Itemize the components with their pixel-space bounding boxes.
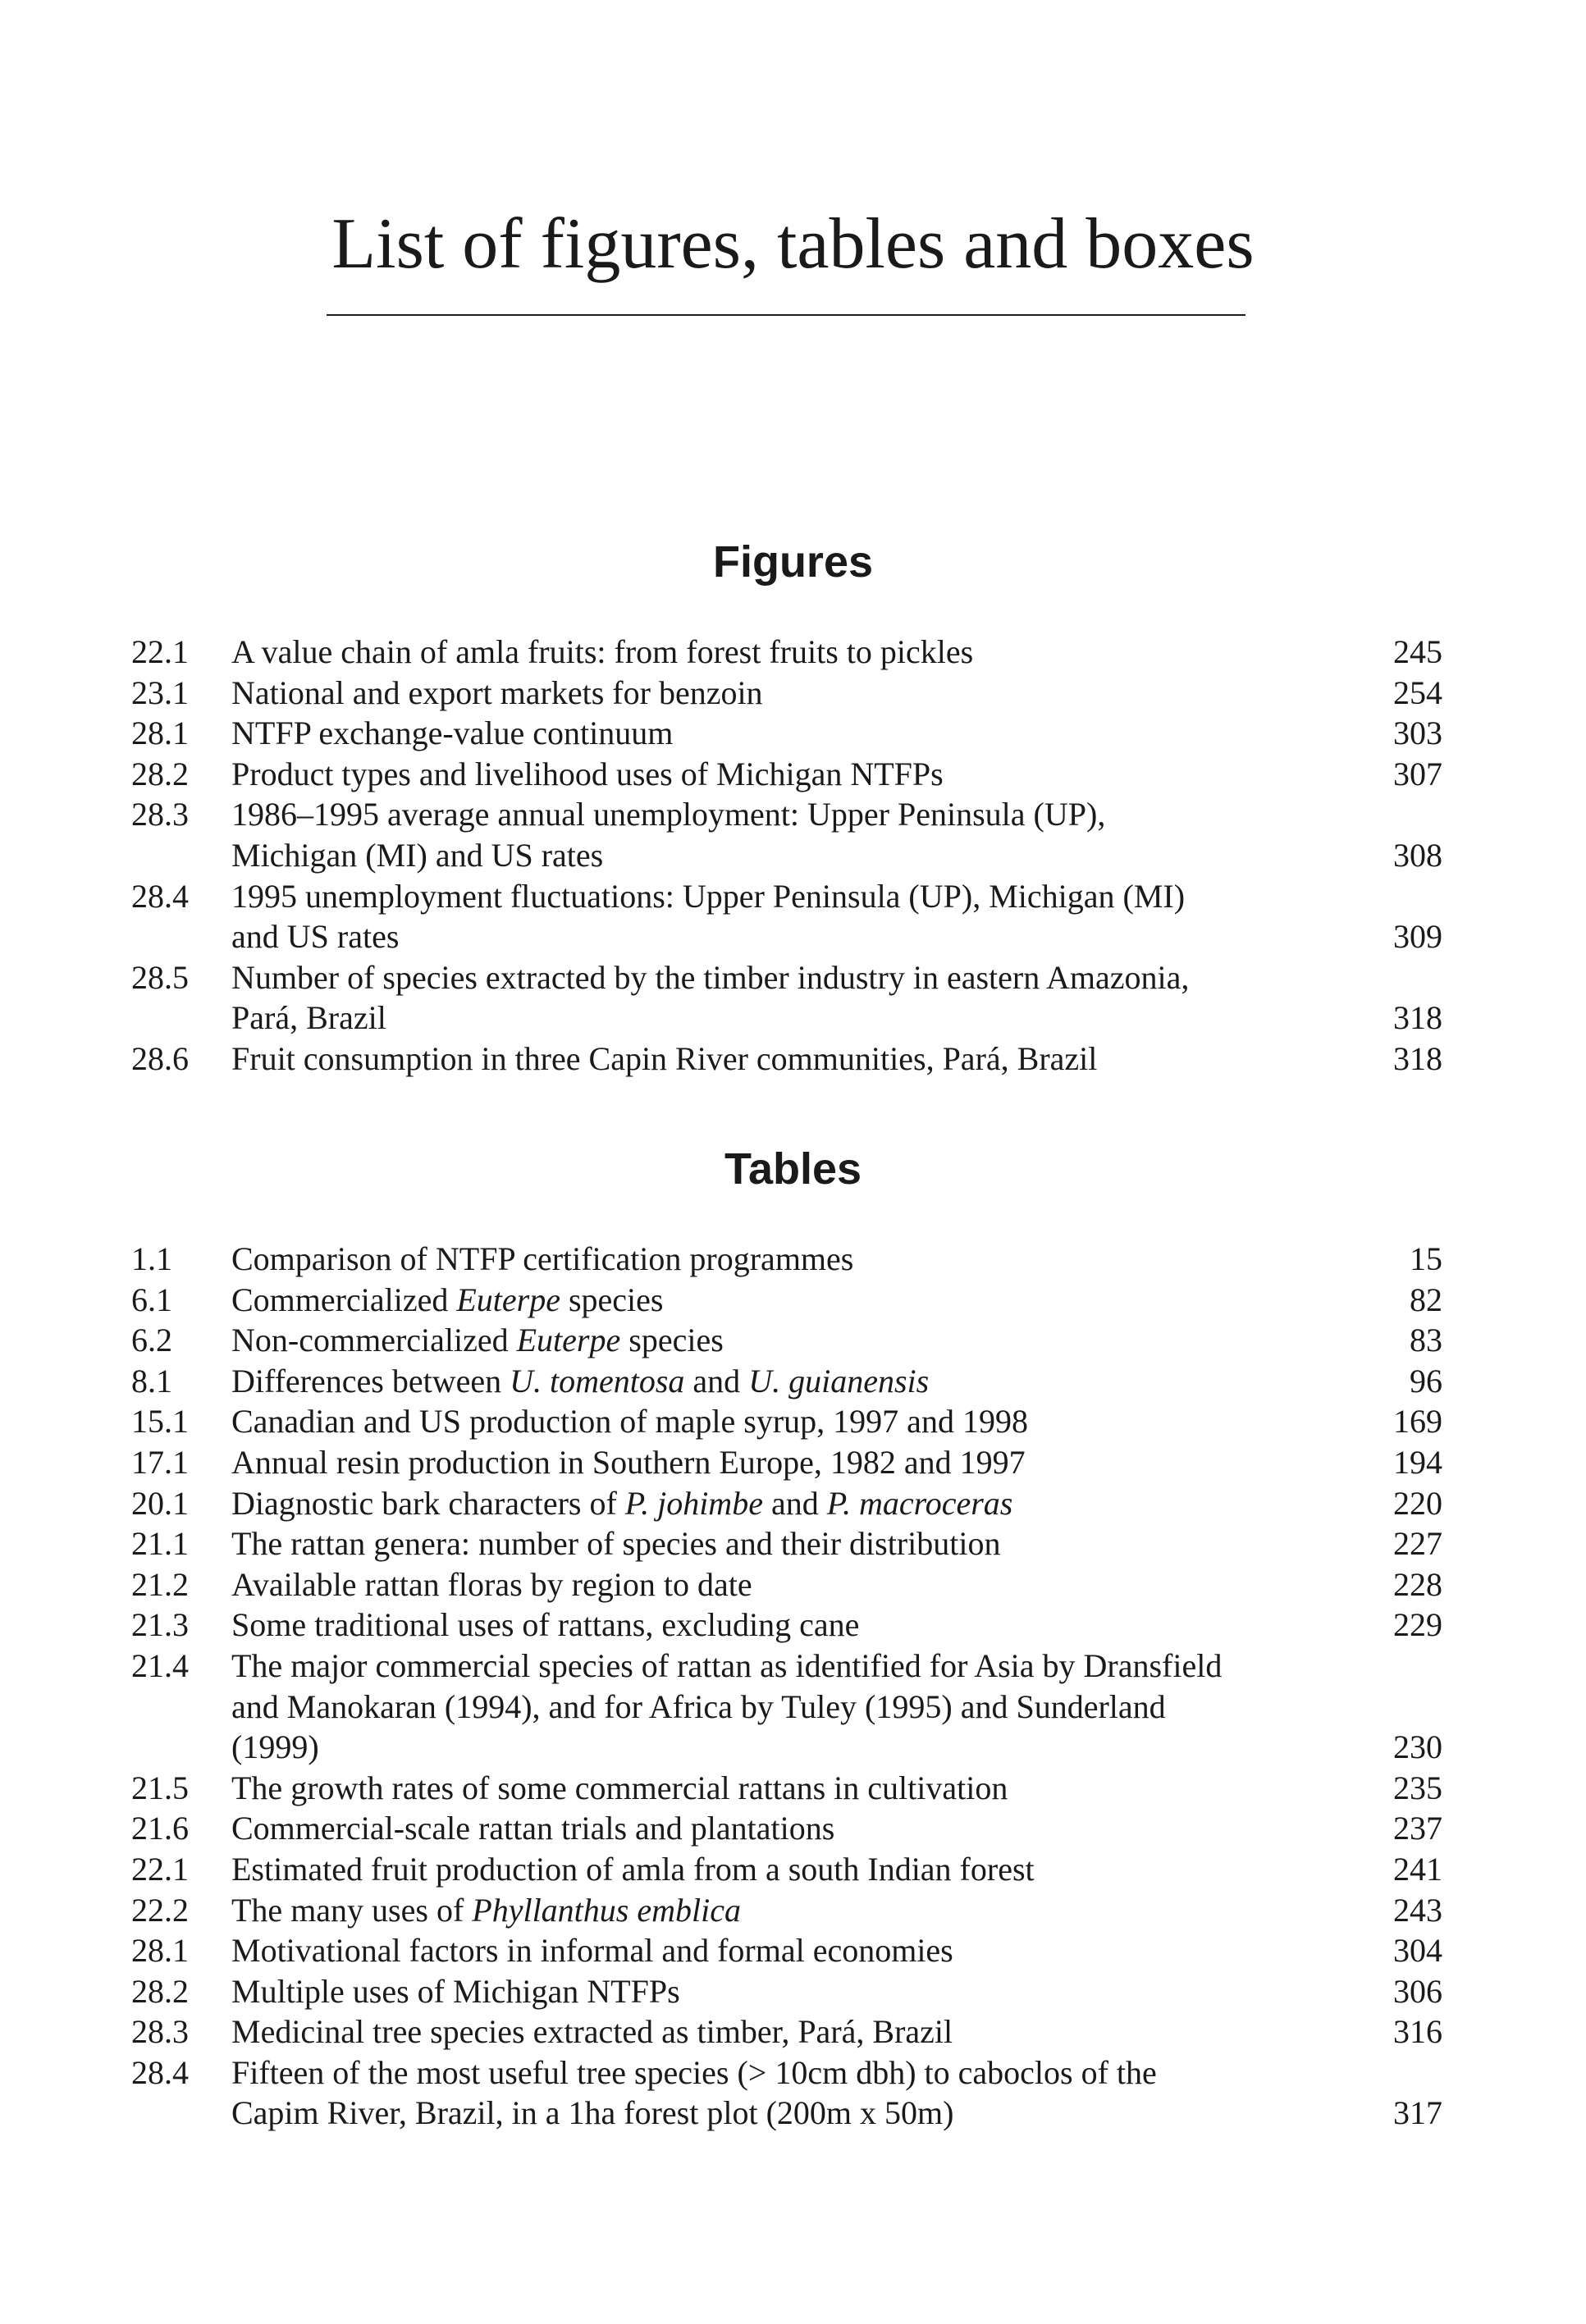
caption-italic: Phyllanthus emblica <box>472 1891 741 1929</box>
entry-caption: The rattan genera: number of species and their distribution <box>231 1525 1001 1563</box>
entry-caption: Motivational factors in informal and formal economies <box>231 1932 953 1970</box>
entry-caption <box>231 1361 1369 1402</box>
figure-entry <box>131 673 1442 714</box>
entry-caption: Comparison of NTFP certification programmes <box>231 1240 854 1277</box>
page-title: List of figures, tables and boxes <box>331 204 1255 284</box>
entry-number: 28.6 <box>131 1039 189 1077</box>
entry-number: 21.1 <box>131 1525 189 1563</box>
caption-italic: U. guianensis <box>748 1362 930 1399</box>
entry-number: 28.2 <box>131 1972 189 2010</box>
entry-caption: Available rattan floras by region to date <box>231 1565 752 1603</box>
table-entry <box>131 1971 1442 2012</box>
entry-page-number: 308 <box>1393 836 1442 874</box>
entry-page-number: 318 <box>1393 1039 1442 1077</box>
entry-page-number: 82 <box>1410 1281 1442 1318</box>
entry-page-number: 220 <box>1393 1484 1442 1522</box>
entry-caption <box>231 876 1369 957</box>
table-entry <box>131 1401 1442 1442</box>
entry-number: 21.5 <box>131 1769 189 1806</box>
entry-caption <box>231 794 1369 875</box>
table-entry <box>131 1930 1442 1971</box>
figure-entry <box>131 1039 1442 1080</box>
table-entry <box>131 1523 1442 1564</box>
entry-page-number: 318 <box>1393 999 1442 1037</box>
entry-caption: A value chain of amla fruits: from forest fruits to pickles <box>231 633 974 670</box>
entry-page-number: 96 <box>1410 1362 1442 1399</box>
table-entry <box>131 1605 1442 1646</box>
caption-text: and <box>762 1484 827 1522</box>
entry-page-number: 15 <box>1410 1240 1442 1277</box>
caption-line: Capim River, Brazil, in a 1ha forest plot (200m x 50m) <box>231 2094 954 2132</box>
entry-page-number: 307 <box>1393 755 1442 792</box>
entry-page-number: 230 <box>1393 1728 1442 1766</box>
entry-caption: The growth rates of some commercial rattans in cultivation <box>231 1769 1008 1806</box>
entry-number: 28.1 <box>131 715 189 752</box>
figure-entry <box>131 754 1442 795</box>
table-entry <box>131 1483 1442 1524</box>
caption-text: Non-commercialized <box>231 1322 517 1359</box>
caption-line: The major commercial species of rattan as identified for Asia by Dransfield <box>231 1646 1223 1684</box>
entry-number: 28.1 <box>131 1932 189 1970</box>
entry-number: 6.1 <box>131 1281 172 1318</box>
entry-caption <box>231 1320 1369 1361</box>
entry-page-number: 243 <box>1393 1891 1442 1929</box>
entry-page-number: 304 <box>1393 1932 1442 1970</box>
entry-number: 8.1 <box>131 1362 172 1399</box>
tables-heading: Tables <box>724 1144 862 1194</box>
caption-text: species <box>560 1281 664 1318</box>
entry-number: 21.4 <box>131 1646 189 1684</box>
entry-page-number: 306 <box>1393 1972 1442 2010</box>
entry-page-number: 245 <box>1393 633 1442 670</box>
entry-number: 22.1 <box>131 633 189 670</box>
entry-number: 21.3 <box>131 1606 189 1644</box>
entry-page-number: 254 <box>1393 673 1442 711</box>
entry-caption: National and export markets for benzoin <box>231 673 763 711</box>
entry-number: 6.2 <box>131 1322 172 1359</box>
entry-number: 23.1 <box>131 673 189 711</box>
caption-line: Pará, Brazil <box>231 999 386 1037</box>
entry-page-number: 169 <box>1393 1403 1442 1441</box>
entry-caption: NTFP exchange-value continuum <box>231 715 674 752</box>
table-entry <box>131 1849 1442 1890</box>
entry-number: 28.4 <box>131 2053 189 2091</box>
caption-line: 1995 unemployment fluctuations: Upper Peninsula (UP), Michigan (MI) <box>231 877 1186 915</box>
figures-list <box>131 632 1442 1080</box>
entry-number: 1.1 <box>131 1240 172 1277</box>
caption-italic: P. johimbe <box>624 1484 763 1522</box>
entry-caption <box>231 957 1369 1039</box>
tables-list <box>131 1239 1442 2134</box>
entry-caption <box>231 1646 1369 1768</box>
entry-page-number: 194 <box>1393 1443 1442 1481</box>
entry-number: 15.1 <box>131 1403 189 1441</box>
table-entry <box>131 1239 1442 1280</box>
caption-italic: Euterpe <box>516 1322 621 1359</box>
caption-line: Number of species extracted by the timber industry in eastern Amazonia, <box>231 958 1190 996</box>
table-entry <box>131 1808 1442 1849</box>
figures-heading: Figures <box>712 537 874 587</box>
entry-number: 21.6 <box>131 1810 189 1847</box>
entry-caption <box>231 1483 1369 1524</box>
table-entry <box>131 1646 1442 1768</box>
entry-caption: Medicinal tree species extracted as timber, Pará, Brazil <box>231 2013 953 2051</box>
caption-italic: U. tomentosa <box>510 1362 685 1399</box>
entry-page-number: 229 <box>1393 1606 1442 1644</box>
entry-page-number: 303 <box>1393 715 1442 752</box>
entry-caption: Multiple uses of Michigan NTFPs <box>231 1972 680 2010</box>
entry-caption: Some traditional uses of rattans, excluding cane <box>231 1606 860 1644</box>
entry-number: 28.4 <box>131 877 189 915</box>
entry-page-number: 235 <box>1393 1769 1442 1806</box>
entry-page-number: 228 <box>1393 1565 1442 1603</box>
table-entry <box>131 2052 1442 2134</box>
caption-text: and <box>684 1362 749 1399</box>
title-rule <box>327 314 1245 316</box>
caption-italic: P. macroceras <box>826 1484 1013 1522</box>
entry-caption: Commercial-scale rattan trials and plantations <box>231 1810 835 1847</box>
figure-entry <box>131 713 1442 754</box>
caption-text: species <box>620 1322 724 1359</box>
caption-line: Michigan (MI) and US rates <box>231 836 604 874</box>
figure-entry <box>131 957 1442 1039</box>
caption-text: The many uses of <box>231 1891 473 1929</box>
entry-number: 21.2 <box>131 1565 189 1603</box>
entry-page-number: 309 <box>1393 918 1442 956</box>
caption-text: Commercialized <box>231 1281 457 1318</box>
entry-number: 28.3 <box>131 2013 189 2051</box>
entry-caption <box>231 1890 1369 1931</box>
table-entry <box>131 1361 1442 1402</box>
entry-page-number: 317 <box>1393 2094 1442 2132</box>
table-entry <box>131 1320 1442 1361</box>
table-entry <box>131 1442 1442 1483</box>
entry-caption: Product types and livelihood uses of Michigan NTFPs <box>231 755 944 792</box>
table-entry <box>131 2011 1442 2052</box>
entry-number: 20.1 <box>131 1484 189 1522</box>
caption-line: and Manokaran (1994), and for Africa by Tuley (1995) and Sunderland <box>231 1687 1166 1725</box>
figure-entry <box>131 876 1442 957</box>
entry-caption: Fruit consumption in three Capin River communities, Pará, Brazil <box>231 1039 1098 1077</box>
entry-number: 17.1 <box>131 1443 189 1481</box>
entry-number: 28.2 <box>131 755 189 792</box>
table-entry <box>131 1280 1442 1321</box>
caption-text: Diagnostic bark characters of <box>231 1484 625 1522</box>
figure-entry <box>131 632 1442 673</box>
entry-caption: Annual resin production in Southern Europe, 1982 and 1997 <box>231 1443 1026 1481</box>
caption-line: (1999) <box>231 1728 319 1766</box>
entry-caption <box>231 2052 1369 2134</box>
entry-page-number: 83 <box>1410 1322 1442 1359</box>
entry-caption: Estimated fruit production of amla from a south Indian forest <box>231 1850 1035 1888</box>
caption-line: 1986–1995 average annual unemployment: Upper Peninsula (UP), <box>231 796 1106 833</box>
figure-entry <box>131 794 1442 875</box>
entry-number: 28.5 <box>131 958 189 996</box>
entry-number: 28.3 <box>131 796 189 833</box>
entry-page-number: 316 <box>1393 2013 1442 2051</box>
table-entry <box>131 1564 1442 1605</box>
caption-italic: Euterpe <box>456 1281 560 1318</box>
caption-text: Differences between <box>231 1362 510 1399</box>
entry-page-number: 227 <box>1393 1525 1442 1563</box>
caption-line: and US rates <box>231 918 400 956</box>
entry-number: 22.1 <box>131 1850 189 1888</box>
entry-page-number: 241 <box>1393 1850 1442 1888</box>
entry-number: 22.2 <box>131 1891 189 1929</box>
table-entry <box>131 1890 1442 1931</box>
entry-page-number: 237 <box>1393 1810 1442 1847</box>
entry-caption <box>231 1280 1369 1321</box>
caption-line: Fifteen of the most useful tree species (> 10cm dbh) to caboclos of the <box>231 2053 1157 2091</box>
table-entry <box>131 1768 1442 1809</box>
entry-caption: Canadian and US production of maple syrup, 1997 and 1998 <box>231 1403 1028 1441</box>
